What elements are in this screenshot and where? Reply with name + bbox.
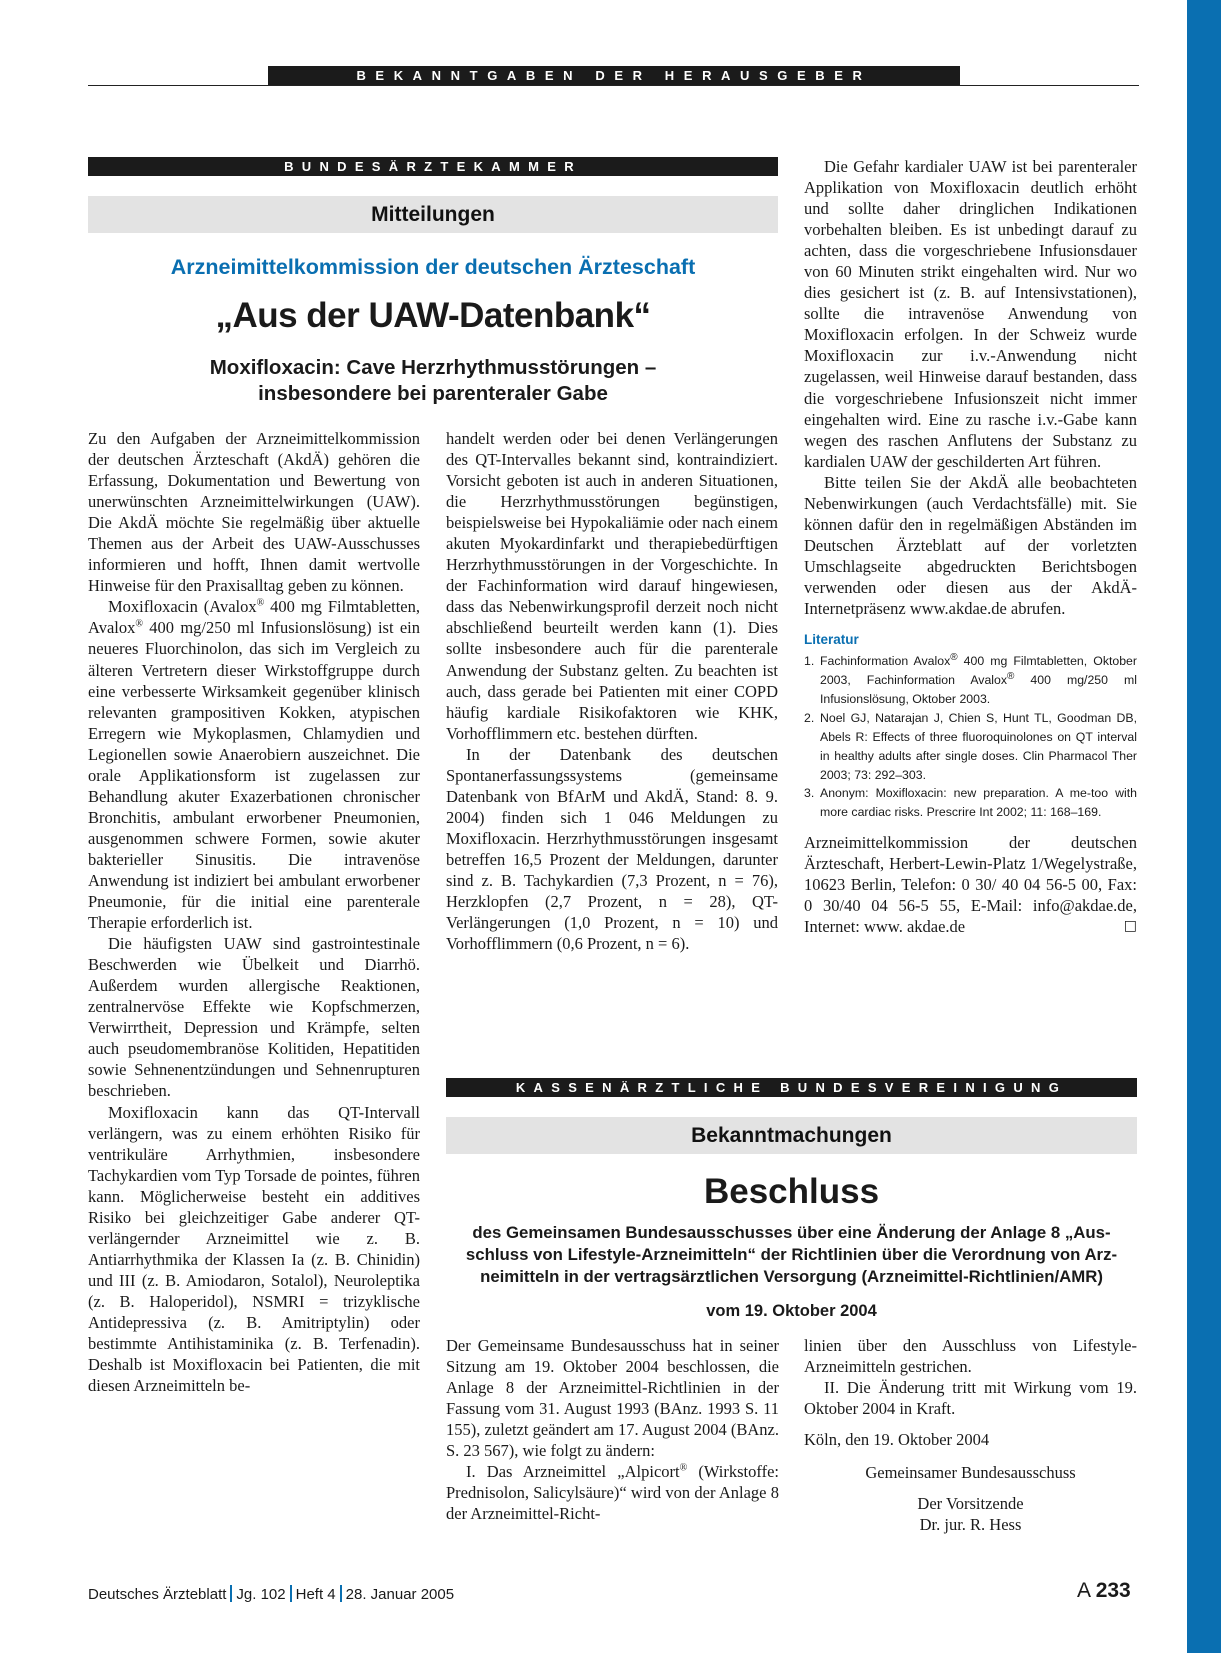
text-run: 400 mg/250 ml Infusionslösung) ist ein neueres Fluorchinolon, das sich im Vergleich zu älteren Vertretern dieser Wirkstoffgruppe durch eine verbesserte Wirksamkeit gegenüber klinisch relevanten grampositiven Kokken, atypischen Erregern wie Mykoplasmen, Chlamydien und Legionellen sowie Anaerobiern auszeichnet. Die orale Applikationsform ist zugelassen zur Behandlung akuter Exazerbationen chronischer Bronchitis, ambulant erworbener Pneumonien, ausgenommen schwere Formen, sowie akuter bakterieller Sinusitis. Die intravenöse Anwendung ist indiziert bei ambulant erworbener Pneumonie, für die initial eine parenterale Therapie erforderlich ist. xyxy=(88,618,420,933)
paragraph: Bitte teilen Sie der AkdÄ alle beobachteten Nebenwirkungen (auch Verdachtsfälle) mit. Sie können dafür den in regelmäßigen Abständen im Deutschen Ärzteblatt auf der vorletzten Umschlagseite abgedruckten Berichtsbogen verwenden oder diesen aus der AkdÄ-Internetpräsenz www.akdae.de abrufen. xyxy=(804,472,1137,618)
resolution-title: Beschluss xyxy=(703,1172,880,1211)
reference-item: 1. Fachinformation Avalox® 400 mg Filmtabletten, Oktober 2003, Fachinformation Avalox® 400 mg/250 ml Infusionslösung, Oktober 2003. xyxy=(804,651,1137,706)
paragraph: linien über den Ausschluss von Lifestyle-Arzneimitteln gestrichen. xyxy=(804,1336,1137,1377)
paragraph xyxy=(88,596,420,933)
signature-block xyxy=(804,1462,1137,1535)
article-column-3 xyxy=(804,156,1137,937)
paragraph: I. Das Arzneimittel „Alpicort® (Wirkstoffe: Prednisolon, Salicylsäure)“ wird von der Anlage 8 der Arzneimittel-Richt- xyxy=(446,1462,779,1524)
rubric-band: Mitteilungen xyxy=(88,196,778,233)
contact-address: Arzneimittelkommission der deutschen Ärzteschaft, Herbert-Lewin-Platz 1/Wegelystraße, 10623 Berlin, Telefon: 0 30/ 40 04 56-5 00, Fax: 0 30/40 04 56-5 55, E-Mail: info@akdae.de, Internet: www. akdae.de □ xyxy=(804,833,1137,937)
rubric-band-2: Bekanntmachungen xyxy=(446,1117,1137,1154)
article-subtitle xyxy=(88,355,778,407)
place-date: Köln, den 19. Oktober 2004 xyxy=(804,1430,990,1450)
footer-separator xyxy=(340,1585,342,1602)
article-title: „Aus der UAW-Datenbank“ xyxy=(215,296,651,335)
page-number: A 233 xyxy=(1077,1579,1131,1602)
text-run: 400 mg Filmtabletten, Avalox xyxy=(88,597,420,638)
footer-separator xyxy=(230,1585,232,1602)
paragraph: Der Gemeinsame Bundesausschuss hat in seiner Sitzung am 19. Oktober 2004 beschlossen, die Anlage 8 der Arzneimittel-Richtlinien in der Fassung vom 31. August 1993 (BAnz. 1993 S. 11 155), zuletzt geändert am 17. August 2004 (BAnz. S. 23 567), wie folgt zu ändern: xyxy=(446,1336,779,1461)
paragraph: Die häufigsten UAW sind gastrointestinale Beschwerden wie Übelkeit und Diarrhö. Außerdem wurden allergische Reaktionen, zentralnervöse Effekte wie Kopfschmerzen, Verwirrtheit, Depression und Krämpfe, selten auch pseudomembranöse Kolitiden, Hepatitiden sowie Sehnenentzündungen und Sehnenrupturen beschrieben. xyxy=(88,934,420,1101)
signature-body: Gemeinsamer Bundesausschuss xyxy=(865,1463,1076,1483)
signature-name: Dr. jur. R. Hess xyxy=(919,1515,1022,1535)
section-header-band: BEKANNTGABEN DER HERAUSGEBER xyxy=(268,66,960,85)
reference-item: 3. Anonym: Moxifloxacin: new preparation. A me-too with more cardiac risks. Prescrire Int 2002; 11: 168–169. xyxy=(804,786,1137,820)
article-subtitle-line1: Moxifloxacin: Cave Herzrhythmusstörungen – xyxy=(209,356,657,379)
page-footer xyxy=(88,1585,454,1603)
journal-volume: Jg. 102 xyxy=(236,1586,286,1603)
header-rule xyxy=(88,85,1139,86)
publisher-band-2: KASSENÄRZTLICHE BUNDESVEREINIGUNG xyxy=(446,1078,1137,1097)
article-column-1 xyxy=(88,428,420,1396)
resolution-date: vom 19. Oktober 2004 xyxy=(706,1302,877,1320)
references-list xyxy=(804,652,1137,822)
journal-issue: Heft 4 xyxy=(295,1586,336,1603)
text-run: Moxifloxacin (Avalox xyxy=(108,597,257,617)
registered-mark: ® xyxy=(256,597,265,609)
paragraph: II. Die Änderung tritt mit Wirkung vom 19. Oktober 2004 in Kraft. xyxy=(804,1378,1137,1419)
references-heading: Literatur xyxy=(804,632,859,648)
journal-date: 28. Januar 2005 xyxy=(345,1586,455,1603)
registered-mark: ® xyxy=(135,618,143,630)
resolution-column-left xyxy=(446,1335,779,1524)
footer-separator xyxy=(290,1585,292,1602)
article-subtitle-line2: insbesondere bei parenteraler Gabe xyxy=(258,382,608,405)
article-column-2 xyxy=(446,428,778,954)
paragraph: Moxifloxacin kann das QT-Intervall verlängern, was zu einem erhöhten Risiko für ventrikuläre Arrhythmien, insbesondere Tachykardien vom Typ Torsade de pointes, führen kann. Möglicherweise besteht ein additives Risiko bei gleichzeitiger Gabe anderer QT-verlängernder Arzneimittel wie z. B. Antiarrhythmika der Klassen Ia (z. B. Chinidin) und III (z. B. Amiodaron, Sotalol), Neuroleptika (z. B. Haloperidol), NSMRI = trizyklische Antidepressiva (z. B. Amitriptylin) oder bestimmte Antihistaminika (z. B. Terfenadin). Deshalb ist Moxifloxacin bei Patienten, die mit diesen Arzneimitteln be- xyxy=(88,1102,420,1396)
end-mark: □ xyxy=(1123,918,1137,935)
paragraph: In der Datenbank des deutschen Spontanerfassungssystems (gemeinsame Datenbank von BfArM und AkdÄ, Stand: 8. 9. 2004) finden sich 1 046 Meldungen zu Moxifloxacin. Herzrhythmusstörungen insgesamt betreffen 16,5 Prozent der Meldungen, darunter sind z. B. Tachykardien (7,3 Prozent, n = 76), Herzklopfen (2,7 Prozent, n = 28), QT-Verlängerungen (1,0 Prozent, n = 10) und Vorhofflimmern (0,6 Prozent, n = 6). xyxy=(446,744,778,954)
paragraph: handelt werden oder bei denen Verlängerungen des QT-Intervalles bekannt sind, kontraindiziert. Vorsicht geboten ist auch in anderen Situationen, die Herzrhythmusstörungen begünstigen, beispielsweise bei Hypokaliämie oder nach einem akuten Myokardinfarkt und therapiebedürftigen Herzrhythmusstörungen in der Vorgeschichte. In der Fachinformation wird darauf hingewiesen, dass das Nebenwirkungsprofil derzeit noch nicht abschließend beurteilt werden kann (1). Dies sollte insbesondere auch für die parenterale Anwendung der Substanz gelten. Zu beachten ist auch, dass gerade bei Patienten mit einer COPD häufig kardiale Risikofaktoren wie KHK, Vorhofflimmern etc. bestehen dürften. xyxy=(446,429,778,743)
resolution-column-right xyxy=(804,1335,1137,1535)
journal-name: Deutsches Ärzteblatt xyxy=(88,1586,227,1603)
side-color-bar xyxy=(1187,0,1221,1653)
paragraph: Zu den Aufgaben der Arzneimittelkommission der deutschen Ärzteschaft (AkdÄ) gehören die Erfassung, Dokumentation und Bewertung von unerwünschten Arzneimittelwirkungen (UAW). Die AkdÄ möchte Sie regelmäßig über aktuelle Themen aus der Arbeit des UAW-Ausschusses informieren und hofft, Ihnen damit wertvolle Hinweise für den Praxisalltag geben zu können. xyxy=(88,429,420,596)
reference-item: 2. Noel GJ, Natarajan J, Chien S, Hunt TL, Goodman DB, Abels R: Effects of three fluoroquinolones on QT interval in healthy adults after single doses. Clin Pharmacol Ther 2003; 73: 292–303. xyxy=(804,710,1137,782)
resolution-subtitle: des Gemeinsamen Bundesausschusses über eine Änderung der Anlage 8 „Aus- schluss von Lifestyle-Arzneimitteln“ der Richtlinien über die Verordnung von Arz- neimitteln in der vertragsärztlichen Versorgung (Arzneimittel-Richtlinien/AMR) xyxy=(465,1223,1118,1286)
publisher-band: BUNDESÄRZTEKAMMER xyxy=(88,157,778,176)
paragraph: Die Gefahr kardialer UAW ist bei parenteraler Applikation von Moxifloxacin deutlich erhöht und sollte daher dringlichen Indikationen vorbehalten bleiben. Es ist unbedingt darauf zu achten, dass die vorgeschriebene Infusionsdauer von 60 Minuten strikt eingehalten wird. Nur wo dies gesichert ist (z. B. auf Intensivstationen), sollte die intravenöse Anwendung von Moxifloxacin erfolgen. In der Schweiz wurde Moxifloxacin zur i.v.-Anwendung nicht zugelassen, weil Hinweise darauf bestanden, dass die vorgeschriebene Infusionszeit nicht immer eingehalten wird. Eine zu rasche i.v.-Gabe kann wegen des raschen Anflutens der Substanz zu kardialen UAW der geschilderten Art führen. xyxy=(804,157,1137,471)
signature-role: Der Vorsitzende xyxy=(917,1494,1024,1514)
article-kicker: Arzneimittelkommission der deutschen Ärzteschaft xyxy=(170,255,696,279)
